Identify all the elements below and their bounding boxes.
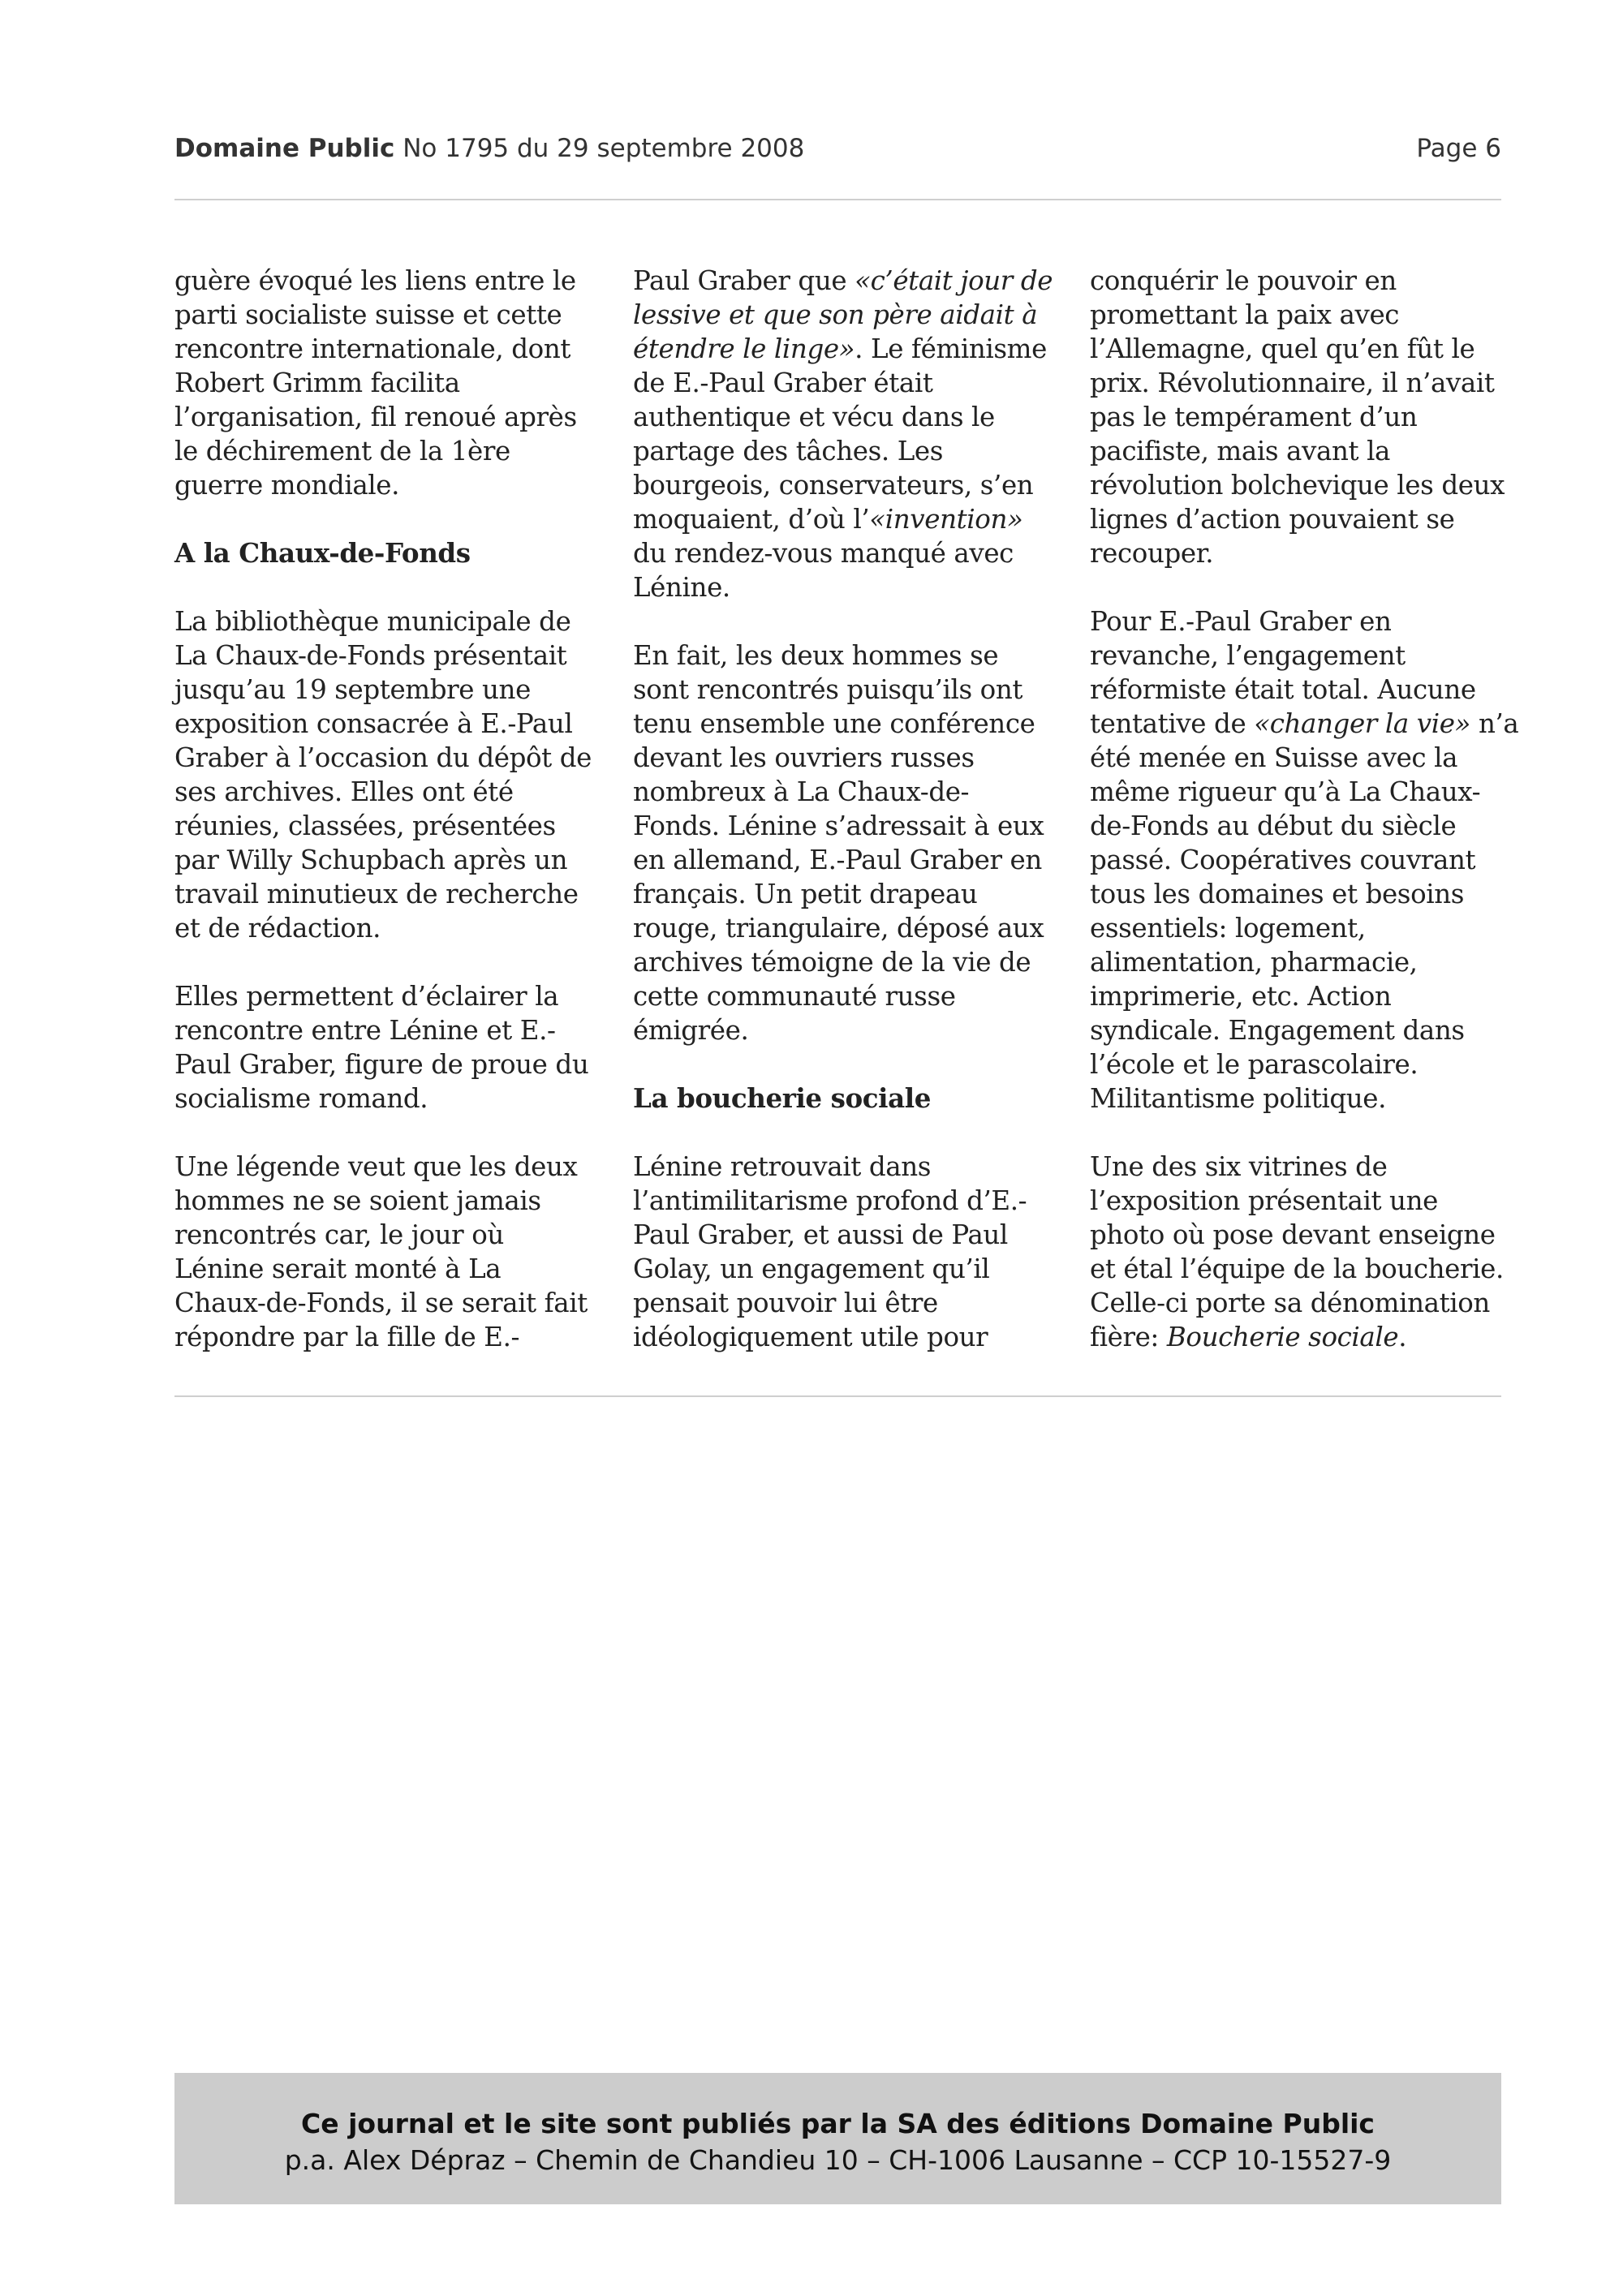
publisher-line: Ce journal et le site sont publiés par la SA des éditions Domaine Public xyxy=(301,2108,1375,2139)
paragraph: Lénine retrouvait dans l’antimilitarisme profond d’E.-Paul Graber, et aussi de Paul Golay, un engagement qu’il pensait pouvoir lui être idéologiquement utile pour xyxy=(633,1151,1027,1352)
section-heading: La boucherie sociale xyxy=(633,1082,932,1114)
paragraph: guère évoqué les liens entre le parti socialiste suisse et cette rencontre internationale, dont Robert Grimm facilita l’organisation, fil renoué après le déchirement de la 1ère guerre mondiale. xyxy=(174,265,577,501)
paragraph: Elles permettent d’éclairer la rencontre entre Lénine et E.-Paul Graber, figure de proue du socialisme romand. xyxy=(174,981,589,1114)
page-header xyxy=(174,134,1501,174)
article-column-1 xyxy=(174,264,596,1388)
issue-info: No 1795 du 29 septembre 2008 xyxy=(403,134,805,163)
article-column-3 xyxy=(1090,264,1520,1388)
text-span: du rendez-vous manqué avec Lénine. xyxy=(633,538,1014,603)
paragraph xyxy=(633,264,1055,604)
text-span: Pour E.-Paul Graber en revanche, l’engagement réformiste était total. Aucune tentative de xyxy=(1090,606,1476,739)
section-heading: A la Chaux-de-Fonds xyxy=(174,537,471,569)
text-span: n’a été menée en Suisse avec la même rigueur qu’à La Chaux-de-Fonds au début du siècle passé. Coopératives couvrant tous les domaines et besoins essentiels: logement, alimentation, pharmacie, imprimerie, etc. Action syndicale. Engagement dans l’école et le parascolaire. Militantisme politique. xyxy=(1090,708,1519,1114)
paragraph xyxy=(1090,1150,1520,1354)
article-column-2 xyxy=(633,264,1055,1388)
header-divider xyxy=(174,199,1501,200)
shop-name: Boucherie sociale xyxy=(1166,1322,1399,1352)
text-span: . xyxy=(1398,1322,1407,1352)
paragraph: La bibliothèque municipale de La Chaux-de-Fonds présentait jusqu’au 19 septembre une exposition consacrée à E.-Paul Graber à l’occasion du dépôt de ses archives. Elles ont été réunies, classées, présentées par Willy Schupbach après un travail minutieux de recherche et de rédaction. xyxy=(174,606,592,944)
text-span: Paul Graber que xyxy=(633,265,855,296)
text-span: Une des six vitrines de l’exposition présentait une photo où pose devant enseigne et étal l’équipe de la boucherie. Celle-ci porte sa dénomination fière: xyxy=(1090,1151,1504,1352)
article-end-divider xyxy=(174,1395,1501,1397)
quote: «c’était jour de lessive et que son père aidait à étendre le linge» xyxy=(633,265,1053,364)
quote: «changer la vie» xyxy=(1254,708,1471,739)
address-line: p.a. Alex Dépraz – Chemin de Chandieu 10 – CH-1006 Lausanne – CCP 10-15527-9 xyxy=(284,2144,1392,2176)
paragraph: conquérir le pouvoir en promettant la paix avec l’Allemagne, quel qu’en fût le prix. Révolutionnaire, il n’avait pas le tempérament d’un pacifiste, mais avant la révolution bolchevique les deux lignes d’action pouvaient se recouper. xyxy=(1090,265,1505,569)
page-number: Page 6 xyxy=(1416,134,1501,163)
publisher-footer xyxy=(174,2073,1501,2204)
paragraph xyxy=(1090,604,1520,1116)
publication-name: Domaine Public xyxy=(174,134,395,163)
text-span: . Le féminisme de E.-Paul Graber était authentique et vécu dans le partage des tâches. Les bourgeois, conservateurs, s’en moquaient, d’où l’ xyxy=(633,333,1047,535)
paragraph: En fait, les deux hommes se sont rencontrés puisqu’ils ont tenu ensemble une conférence devant les ouvriers russes nombreux à La Chaux-de-Fonds. Lénine s’adressait à eux en allemand, E.-Paul Graber en français. Un petit drapeau rouge, triangulaire, déposé aux archives témoigne de la vie de cette communauté russe émigrée. xyxy=(633,640,1044,1046)
paragraph: Une légende veut que les deux hommes ne se soient jamais rencontrés car, le jour où Lénine serait monté à La Chaux-de-Fonds, il se serait fait répondre par la fille de E.- xyxy=(174,1151,588,1352)
quote: «invention» xyxy=(869,504,1023,535)
